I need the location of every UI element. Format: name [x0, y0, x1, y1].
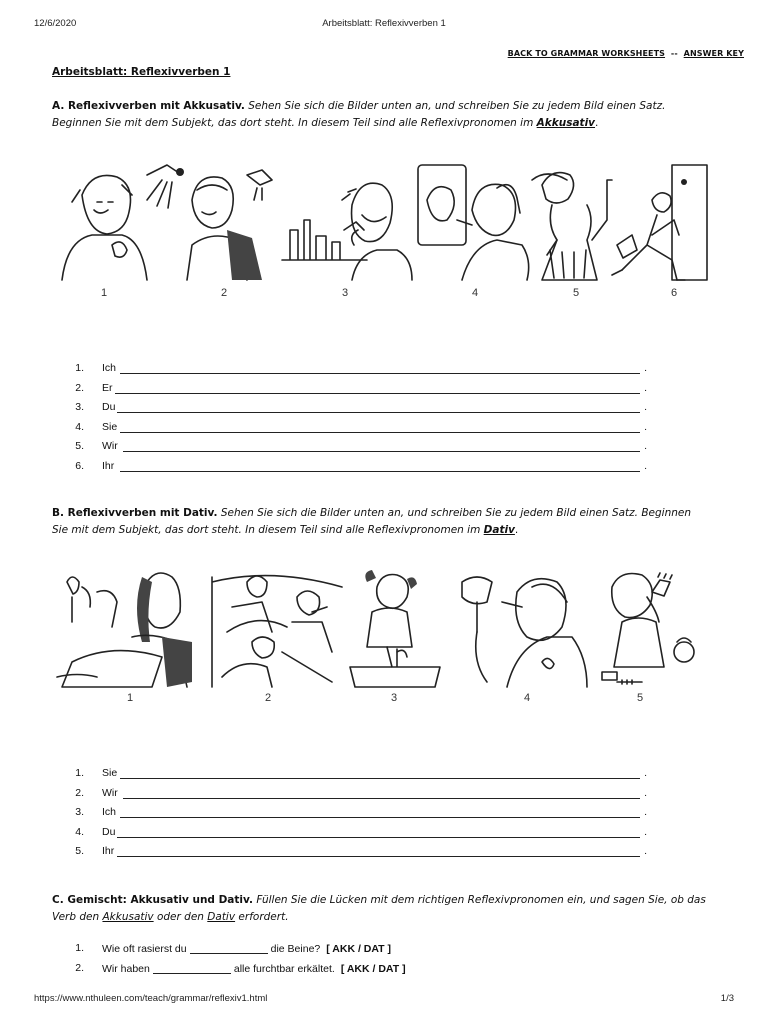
answer-subject: Ich [102, 806, 117, 818]
picture-number: 5 [636, 692, 644, 704]
section-a-answers [70, 360, 650, 477]
illustration-shaving [282, 183, 412, 280]
section-a-keyword: Akkusativ [536, 117, 596, 129]
top-links [508, 49, 744, 58]
illustration-family [212, 576, 342, 687]
section-a-illustrations [52, 160, 712, 285]
picture-number: 4 [471, 287, 479, 299]
picture-number: 2 [220, 287, 228, 299]
section-b-heading: B. Reflexivverben mit Dativ. [52, 507, 218, 519]
answer-subject: Sie [102, 767, 118, 779]
answer-row: 4. Du . [75, 825, 647, 838]
picture-number: 2 [264, 692, 272, 704]
answer-subject: Ihr [102, 845, 115, 857]
answer-subject: Wir [102, 786, 118, 799]
fill-blank[interactable] [153, 962, 231, 974]
answer-subject: Ihr [102, 459, 115, 472]
section-c-items [70, 940, 650, 980]
answer-row: 2. Er . [75, 381, 647, 394]
answer-line[interactable] [120, 817, 640, 818]
section-a-heading: A. Reflexivverben mit Akkusativ. [52, 100, 245, 112]
section-b-text: Sehen Sie sich die Bilder unten an, und schreiben Sie zu jedem Bild einen Satz. Beginnen Sie mit dem Subjekt, das dort steht. In diesem Teil sind alle Reflexivpronomen im [52, 507, 692, 536]
answer-row: 1. Sie . [75, 767, 647, 779]
back-to-worksheets-link[interactable]: BACK TO GRAMMAR WORKSHEETS [507, 49, 666, 58]
answer-key-link[interactable]: ANSWER KEY [683, 49, 744, 58]
print-url: https://www.nthuleen.com/teach/grammar/reflexiv1.html [34, 993, 268, 1004]
answer-line[interactable] [115, 393, 640, 394]
answer-subject: Du [102, 401, 116, 413]
answer-line[interactable] [120, 373, 640, 374]
worksheet-title: Arbeitsblatt: Reflexivverben 1 [52, 66, 231, 78]
answer-line[interactable] [117, 856, 640, 857]
fill-row: 1. Wie oft rasierst du die Beine? [ AKK / DAT ] [75, 942, 391, 955]
illustration-combing [602, 573, 694, 684]
answer-subject: Er [102, 381, 113, 394]
answer-row: 1. Ich . [75, 362, 647, 374]
section-a-pictures [52, 160, 712, 310]
print-date: 12/6/2020 [34, 18, 77, 29]
section-c-keyword-dativ: Dativ [207, 911, 236, 923]
print-title: Arbeitsblatt: Reflexivverben 1 [322, 18, 446, 29]
illustration-bed [57, 573, 192, 687]
section-a-text: Sehen Sie sich die Bilder unten an, und schreiben Sie zu jedem Bild einen Satz. Beginnen Sie mit dem Subjekt, das dort steht. In diesem Teil sind alle Reflexivpronomen im [52, 100, 666, 129]
section-c-instructions: C. Gemischt: Akkusativ und Dativ. Füllen Sie die Lücken mit dem richtigen Reflexivpronomen ein, und sagen Sie, ob das Verb den Akkusativ oder den Dativ erfordert. [52, 894, 706, 923]
illustration-dressing [532, 173, 612, 280]
answer-row: 3. Ich . [75, 806, 647, 818]
answer-row: 3. Du . [75, 401, 647, 413]
picture-number: 6 [670, 287, 678, 299]
section-a-instructions: A. Reflexivverben mit Akkusativ. Sehen Sie sich die Bilder unten an, und schreiben Sie zu jedem Bild einen Satz. Beginnen Sie mit dem Subjekt, das dort steht. In diesem Teil sind alle Reflexivpronomen im Akkusativ. [52, 100, 666, 129]
answer-line[interactable] [123, 451, 640, 452]
section-b-instructions: B. Reflexivverben mit Dativ. Sehen Sie sich die Bilder unten an, und schreiben Sie zu jedem Bild einen Satz. Beginnen Sie mit dem Subjekt, das dort steht. In diesem Teil sind alle Reflexivpronomen im Dativ. [52, 507, 692, 536]
answer-subject: Wir [102, 440, 118, 452]
answer-row: 6. Ihr . [75, 459, 647, 472]
print-footer [34, 993, 734, 1007]
picture-number: 1 [100, 287, 108, 299]
answer-subject: Du [102, 825, 116, 838]
fill-row: 2. Wir haben alle furchtbar erkältet. [ AKK / DAT ] [75, 962, 406, 975]
answer-line[interactable] [117, 412, 640, 413]
link-separator: -- [670, 49, 678, 58]
illustration-door [612, 165, 707, 280]
answer-row: 5. Wir . [75, 440, 647, 452]
answer-line[interactable] [120, 471, 640, 472]
answer-line[interactable] [117, 837, 640, 838]
section-b-pictures [52, 567, 712, 712]
picture-number: 4 [523, 692, 531, 704]
illustration-shower [62, 165, 184, 280]
answer-line[interactable] [123, 798, 640, 799]
akk-dat-choice[interactable]: [ AKK / DAT ] [340, 963, 406, 975]
answer-row: 5. Ihr . [75, 845, 647, 857]
answer-subject: Sie [102, 420, 118, 433]
picture-number: 3 [341, 287, 349, 299]
picture-number: 1 [126, 692, 134, 704]
section-b-illustrations [52, 567, 712, 689]
picture-number: 3 [390, 692, 398, 704]
answer-row: 4. Sie . [75, 420, 647, 433]
illustration-washing [350, 570, 440, 687]
print-header [34, 18, 734, 32]
illustration-mirror [418, 165, 529, 280]
section-c-keyword-akkusativ: Akkusativ [102, 911, 154, 923]
section-b-answers [70, 765, 650, 863]
answer-line[interactable] [120, 432, 640, 433]
fill-blank[interactable] [190, 942, 268, 954]
section-c-heading: C. Gemischt: Akkusativ und Dativ. [52, 894, 253, 906]
answer-row: 2. Wir . [75, 786, 647, 799]
answer-line[interactable] [120, 778, 640, 779]
print-page-number: 1/3 [720, 993, 734, 1004]
section-b-keyword: Dativ [483, 524, 515, 536]
picture-number: 5 [572, 287, 580, 299]
akk-dat-choice[interactable]: [ AKK / DAT ] [326, 943, 391, 955]
illustration-hairdryer [462, 577, 587, 687]
illustration-towel [187, 170, 272, 280]
answer-subject: Ich [102, 362, 117, 374]
